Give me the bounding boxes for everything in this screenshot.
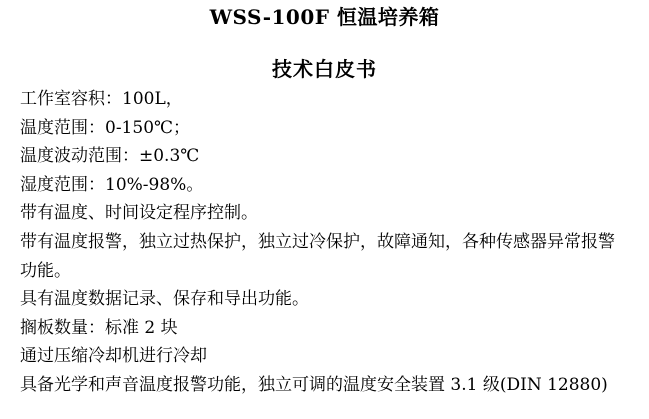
document-title: WSS-100F 恒温培养箱 <box>209 5 440 29</box>
document-body <box>0 85 649 400</box>
feature-compressor-cooling: 通过压缩冷却机进行冷却 <box>20 346 207 367</box>
feature-optical-acoustic-alarm: 具备光学和声音温度报警功能，独立可调的温度安全装置 3.1 级(DIN 12880) <box>20 374 608 395</box>
feature-alarm-protection: 带有温度报警，独立过热保护，独立过冷保护，故障通知，各种传感器异常报警 <box>20 231 615 252</box>
feature-data-logging: 具有温度数据记录、保存和导出功能。 <box>20 289 309 310</box>
document-subtitle: 技术白皮书 <box>272 57 377 81</box>
feature-program-control: 带有温度、时间设定程序控制。 <box>20 203 258 224</box>
spec-chamber-volume: 工作室容积：100L， <box>20 89 183 109</box>
spec-temperature-fluctuation: 温度波动范围：±0.3℃ <box>20 146 200 167</box>
spec-humidity-range: 湿度范围：10%-98%。 <box>20 174 204 195</box>
spec-shelf-count: 搁板数量：标准 2 块 <box>20 317 178 338</box>
spec-temperature-range: 温度范围：0-150℃； <box>20 117 191 138</box>
feature-alarm-protection-continued: 功能。 <box>20 260 71 281</box>
